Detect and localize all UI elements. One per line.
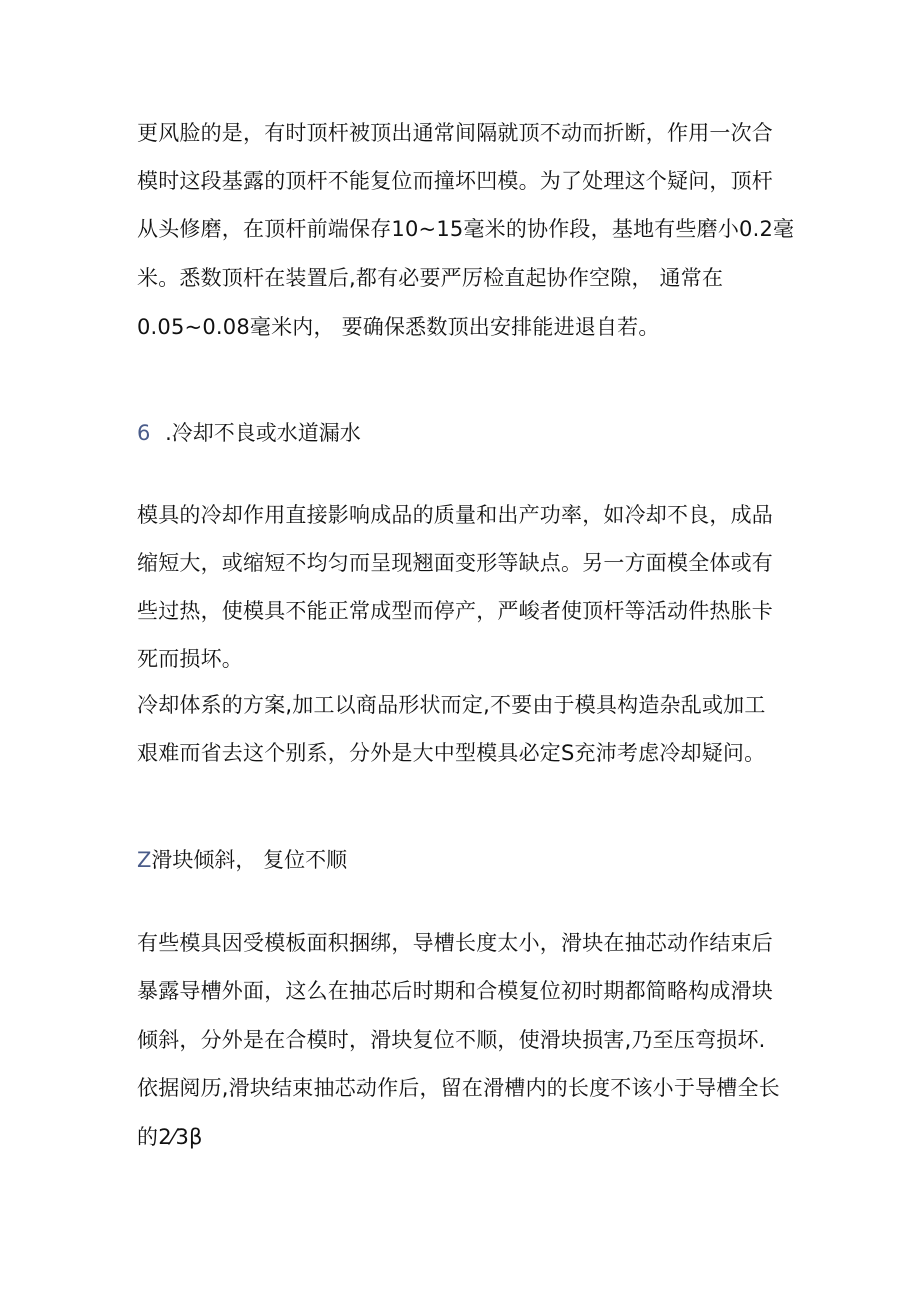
text-line: 0.05~0.08毫米内， 要确保悉数顶出安排能进退自若。 (137, 315, 660, 339)
text-line: 缩短大，或缩短不均匀而呈现翘面变形等缺点。另一方面模全体或有 (137, 551, 773, 575)
text-line: 的2⁄3β (137, 1125, 203, 1149)
text-line: 从头修磨，在顶杆前端保存10~15毫米的协作段，基地有些磨小0.2毫 (137, 217, 795, 241)
section-title: .冷却不良或水道漏水 (165, 421, 361, 445)
text-line: 模时这段基露的顶杆不能复位而撞坏凹模。为了处理这个疑问，顶杆 (137, 169, 773, 193)
text-line: 更风脸的是，有时顶杆被顶出通常间隔就顶不动而折断，作用一次合 (137, 121, 773, 145)
text-line: 米。悉数顶杆在装置后,都有必要严厉检直起协作空隙， 通常在 (137, 266, 724, 290)
text-line: 艰难而省去这个别系，分外是大中型模具必定S充沛考虑冷却疑问。 (137, 741, 766, 765)
text-line: 冷却体系的方案,加工以商品形状而定,不要由于模具构造杂乱或加工 (137, 693, 766, 717)
text-line: 有些模具因受模板面积捆绑，导槽长度太小，滑块在抽芯动作结束后 (137, 931, 773, 955)
section-heading-slider (137, 845, 347, 875)
section-number: Z (137, 848, 152, 872)
text-line: 模具的冷却作用直接影响成品的质量和出产功率，如冷却不良，成品 (137, 503, 773, 527)
section-heading-cooling (137, 418, 361, 448)
text-line: 依据阅历,滑块结束抽芯动作后，留在滑槽内的长度不该小于导槽全长 (137, 1076, 780, 1100)
section-title: 滑块倾斜， 复位不顺 (151, 848, 348, 872)
section-number: 6 (137, 421, 151, 445)
text-line: 暴露导槽外面，这么在抽芯后时期和合模复位初时期都简略构成滑块 (137, 979, 773, 1003)
text-line: 些过热，使模具不能正常成型而停产，严峻者使顶杆等活动件热胀卡 (137, 599, 773, 623)
text-line: 死而损坏。 (137, 647, 243, 671)
text-line: 倾斜，分外是在合模时，滑块复位不顺，使滑块损害,乃至压弯损坏. (137, 1028, 766, 1052)
